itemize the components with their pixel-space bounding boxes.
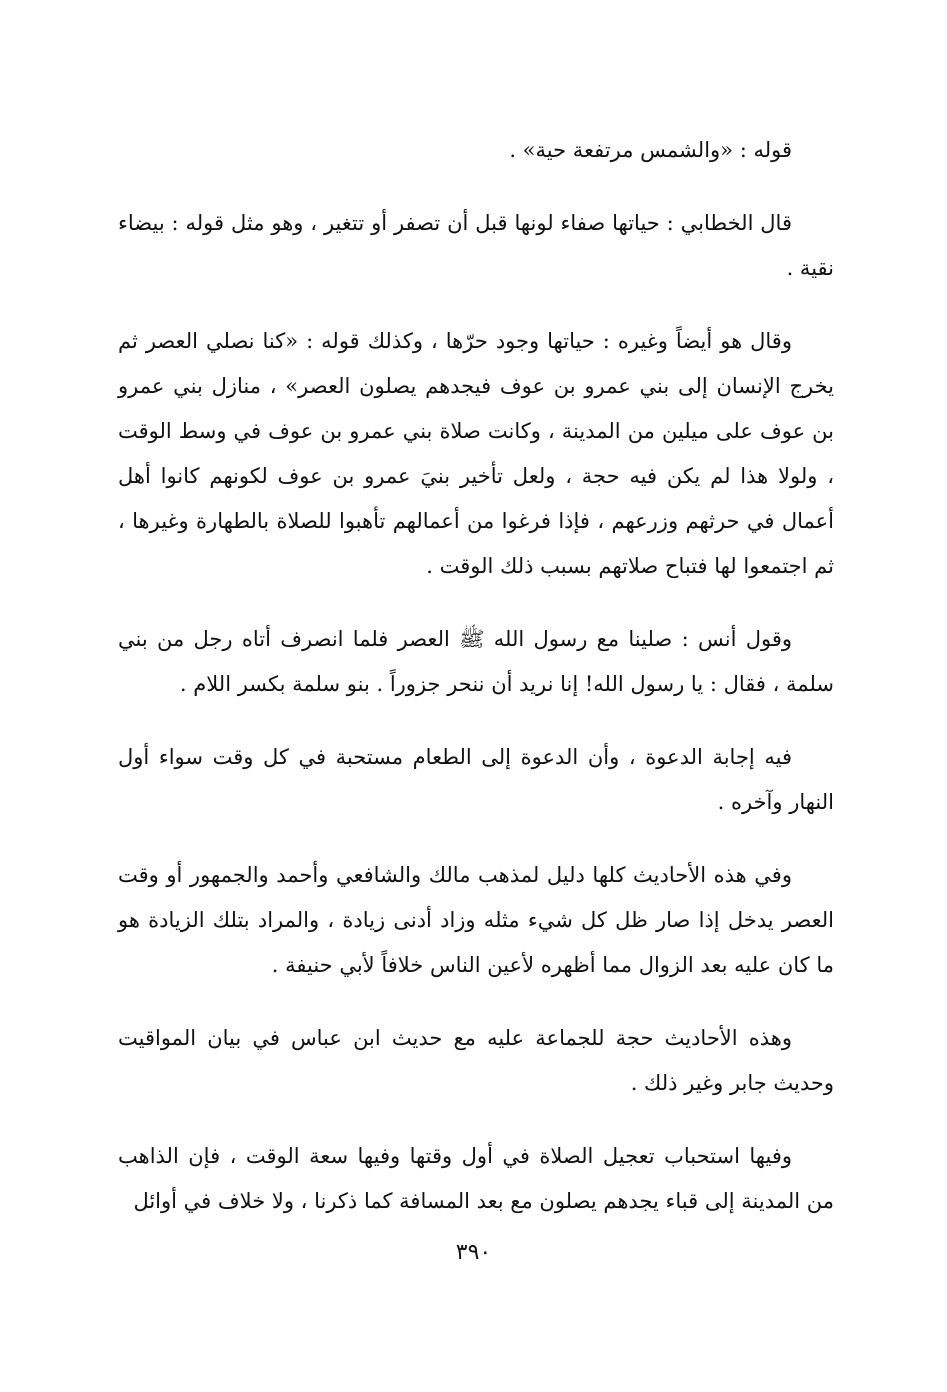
paragraph: قال الخطابي : حياتها صفاء لونها قبل أن تصفر أو تتغير ، وهو مثل قوله : بيضاء نقية . xyxy=(118,211,834,280)
paragraph: وقال هو أيضاً وغيره : حياتها وجود حرّها ، وكذلك قوله : «كنا نصلي العصر ثم يخرج الإنسان إلى بني عمرو بن عوف فيجدهم يصلون العصر» ، منازل بني عمرو بن عوف على ميلين من المدينة ، وكانت صلاة بني عمرو بن عوف في وسط الوقت ، ولولا هذا لم يكن فيه حجة ، ولعل تأخير بنيَ عمرو بن عوف لكونهم كانوا أهل أعمال في حرثهم وزرعهم ، فإذا فرغوا من أعمالهم تأهبوا للصلاة بالطهارة وغيرها ، ثم اجتمعوا لها فتباح صلاتهم بسبب ذلك الوقت . xyxy=(118,329,834,578)
paragraph: قوله : «والشمس مرتفعة حية» . xyxy=(509,138,792,162)
paragraph: وهذه الأحاديث حجة للجماعة عليه مع حديث ابن عباس في بيان المواقيت وحديث جابر وغير ذلك . xyxy=(118,1026,834,1095)
paragraph: وفيها استحباب تعجيل الصلاة في أول وقتها وفيها سعة الوقت ، فإن الذاهب من المدينة إلى قباء يجدهم يصلون مع بعد المسافة كما ذكرنا ، ولا خلاف في أوائل xyxy=(118,1144,834,1213)
paragraph: وقول أنس : صلينا مع رسول الله ﷺ العصر فلما انصرف أتاه رجل من بني سلمة ، فقال : يا رسول الله! إنا نريد أن ننحر جزوراً . بنو سلمة بكسر اللام . xyxy=(118,627,834,696)
paragraph: فيه إجابة الدعوة ، وأن الدعوة إلى الطعام مستحبة في كل وقت سواء أول النهار وآخره . xyxy=(118,745,834,814)
paragraph: وفي هذه الأحاديث كلها دليل لمذهب مالك والشافعي وأحمد والجمهور أو وقت العصر يدخل إذا صار ظل كل شيء مثله وزاد أدنى زيادة ، والمراد بتلك الزيادة هو ما كان عليه بعد الزوال مما أظهره لأعين الناس خلافاً لأبي حنيفة . xyxy=(118,863,834,977)
page-body xyxy=(118,128,834,1252)
page-number: ٣٩٠ xyxy=(455,1240,492,1265)
